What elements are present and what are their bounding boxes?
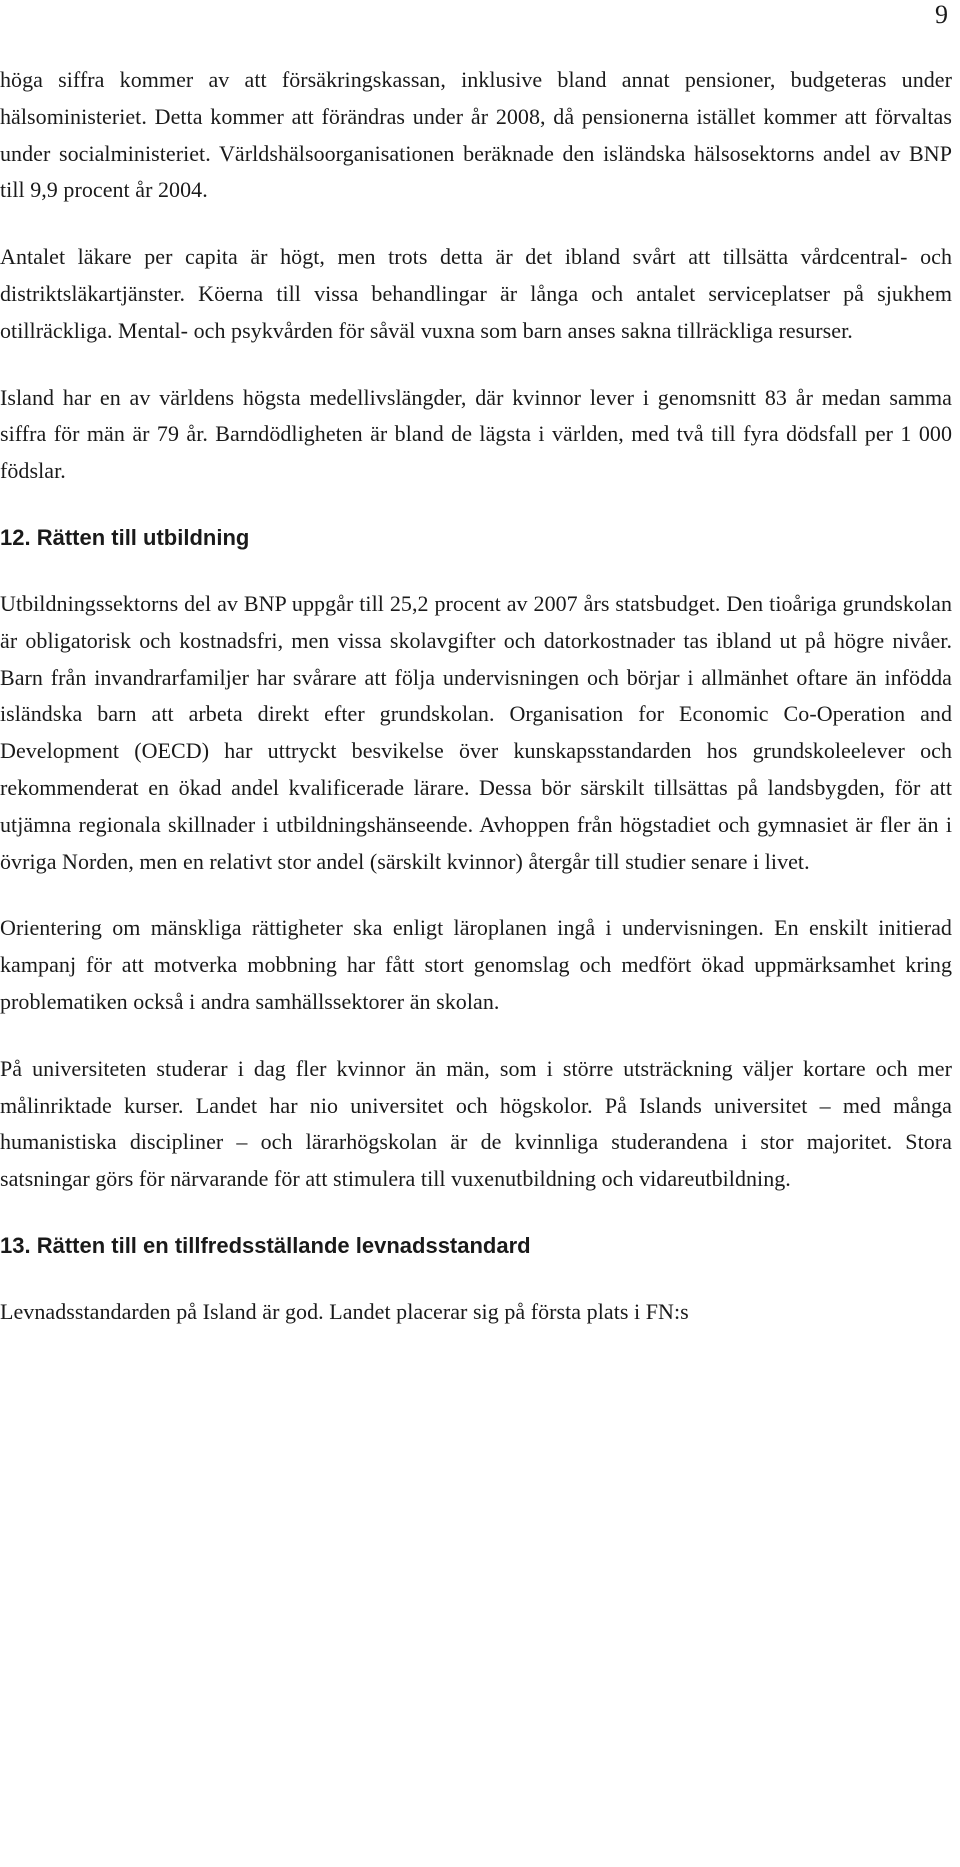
paragraph-spacer: [0, 209, 952, 239]
section-heading-education: 12. Rätten till utbildning: [0, 524, 250, 550]
paragraph-spacer: [0, 1198, 952, 1228]
paragraph-living-standard: Levnadsstandarden på Island är god. Landet placerar sig på första plats i FN:s: [0, 1298, 689, 1324]
paragraph-spacer: [0, 350, 952, 380]
paragraph-universities: På universiteten studerar i dag fler kvinnor än män, som i större utsträckning väljer kortare och mer målinriktade kurser. Landet har nio universitet och högskolor. På Islands universitet – med många humanistiska discipliner – och lärarhögskolan är de kvinnliga studerandena i stor majoritet. Stora satsningar görs för närvarande för att stimulera till vuxenutbildning och vidareutbildning.: [0, 1055, 952, 1192]
heading-spacer: [0, 1264, 952, 1294]
paragraph-human-rights-curriculum: Orientering om mänskliga rättigheter ska enligt läroplanen ingå i undervisningen. En enskilt initierad kampanj för att motverka mobbning har fått stort genomslag och medfört ökad uppmärksamhet kring problematiken också i andra samhällssektorer än skolan.: [0, 915, 952, 1014]
paragraph-health-budget: höga siffra kommer av att försäkringskassan, inklusive bland annat pensioner, budgeteras under hälsoministeriet. Detta kommer att förändras under år 2008, då pensionerna istället kommer att förvaltas under socialministeriet. Världshälsoorganisationen beräknade den isländska hälsosektorns andel av BNP till 9,9 procent år 2004.: [0, 67, 952, 203]
page-number: 9: [935, 0, 948, 29]
section-heading-living-standard: 13. Rätten till en tillfredsställande levnadsstandard: [0, 1232, 531, 1258]
paragraph-spacer: [0, 490, 952, 520]
paragraph-spacer: [0, 880, 952, 910]
page-body: [0, 62, 952, 1331]
paragraph-spacer: [0, 1021, 952, 1051]
paragraph-education-sector: Utbildningssektorns del av BNP uppgår till 25,2 procent av 2007 års statsbudget. Den tioåriga grundskolan är obligatorisk och kostnadsfri, men vissa skolavgifter och datorkostnader tas ibland ut på högre nivåer. Barn från invandrarfamiljer har svårare att följa undervisningen och börjar i allmänhet oftare än infödda isländska barn att arbeta direkt efter grundskolan. Organisation for Economic Co-Operation and Development (OECD) har uttryckt besvikelse över kunskapsstandarden hos grundskoleelever och rekommenderat en ökad andel kvalificerade lärare. Dessa bör särskilt tillsättas på landsbygden, för att utjämna regionala skillnader i utbildningshänseende. Avhoppen från högstadiet och gymnasiet är fler än i övriga Norden, men en relativt stor andel (särskilt kvinnor) återgår till studier senare i livet.: [0, 590, 952, 874]
heading-spacer: [0, 556, 952, 586]
paragraph-doctors: Antalet läkare per capita är högt, men trots detta är det ibland svårt att tillsätta vårdcentral- och distriktsläkartjänster. Köerna till vissa behandlingar är långa och antalet serviceplatser på sjukhem otillräckliga. Mental- och psykvården för såväl vuxna som barn anses sakna tillräckliga resurser.: [0, 244, 952, 343]
paragraph-life-expectancy: Island har en av världens högsta medellivslängder, där kvinnor lever i genomsnitt 83 år medan samma siffra för män är 79 år. Barndödligheten är bland de lägsta i världen, med två till fyra dödsfall per 1 000 födslar.: [0, 384, 952, 484]
